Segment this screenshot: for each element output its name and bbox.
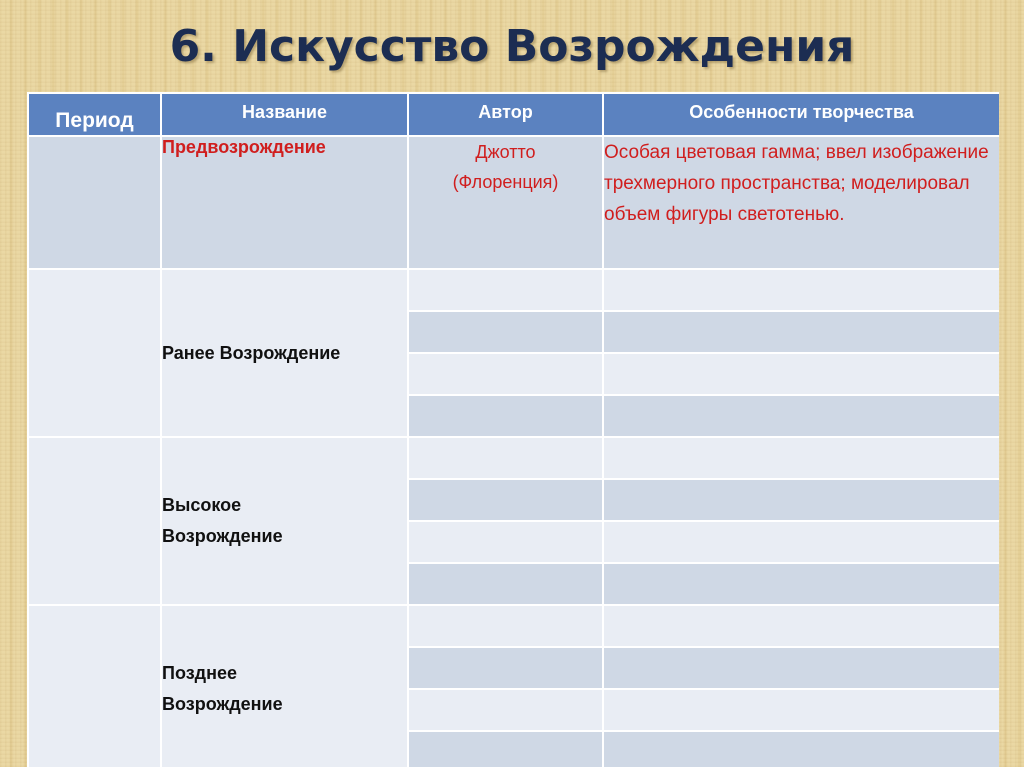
table-row [28,136,999,269]
header-period: Период [28,93,161,136]
features-cell [603,605,999,647]
features-cell [603,521,999,563]
period-cell [28,605,161,767]
author-cell [408,563,603,605]
page-title: 6. Искусство Возрождения [169,21,855,72]
name-line: Ранее Возрождение [162,342,341,363]
name-line: Возрождение [162,526,283,546]
name-cell [161,605,408,767]
author-cell [408,136,603,269]
author-cell [408,521,603,563]
renaissance-table [27,92,999,767]
features-cell [603,689,999,731]
features-cell [603,563,999,605]
author-cell [408,395,603,437]
author-cell [408,647,603,689]
header-name: Название [161,93,408,136]
table-row [28,605,999,647]
name-cell [161,269,408,437]
features-cell [603,269,999,311]
period-cell [28,269,161,437]
table-row [28,437,999,479]
author-cell [408,269,603,311]
author-cell [408,311,603,353]
name-cell [161,437,408,605]
author-cell [408,689,603,731]
header-features: Особенности творчества [603,93,999,136]
features-cell [603,395,999,437]
features-cell [603,647,999,689]
period-cell [28,437,161,605]
author-name: Джотто [475,142,536,162]
author-cell [408,479,603,521]
name-line: Высокое [162,495,242,515]
table-row [28,269,999,311]
name-line: Возрождение [162,694,283,714]
features-cell [603,353,999,395]
author-cell [408,605,603,647]
name-line: Позднее [162,663,237,683]
features-cell [603,437,999,479]
header-author: Автор [408,93,603,136]
features-cell [603,311,999,353]
name-cell: Предвозрождение [161,136,408,269]
features-cell: Особая цветовая гамма; ввел изображение трехмерного пространства; моделировал объем фигуры светотенью. [603,136,999,269]
features-cell [603,479,999,521]
table-header-row [28,93,999,136]
author-cell [408,731,603,767]
author-cell [408,353,603,395]
period-cell [28,136,161,269]
author-city: (Флоренция) [452,172,559,192]
features-cell [603,731,999,767]
author-cell [408,437,603,479]
